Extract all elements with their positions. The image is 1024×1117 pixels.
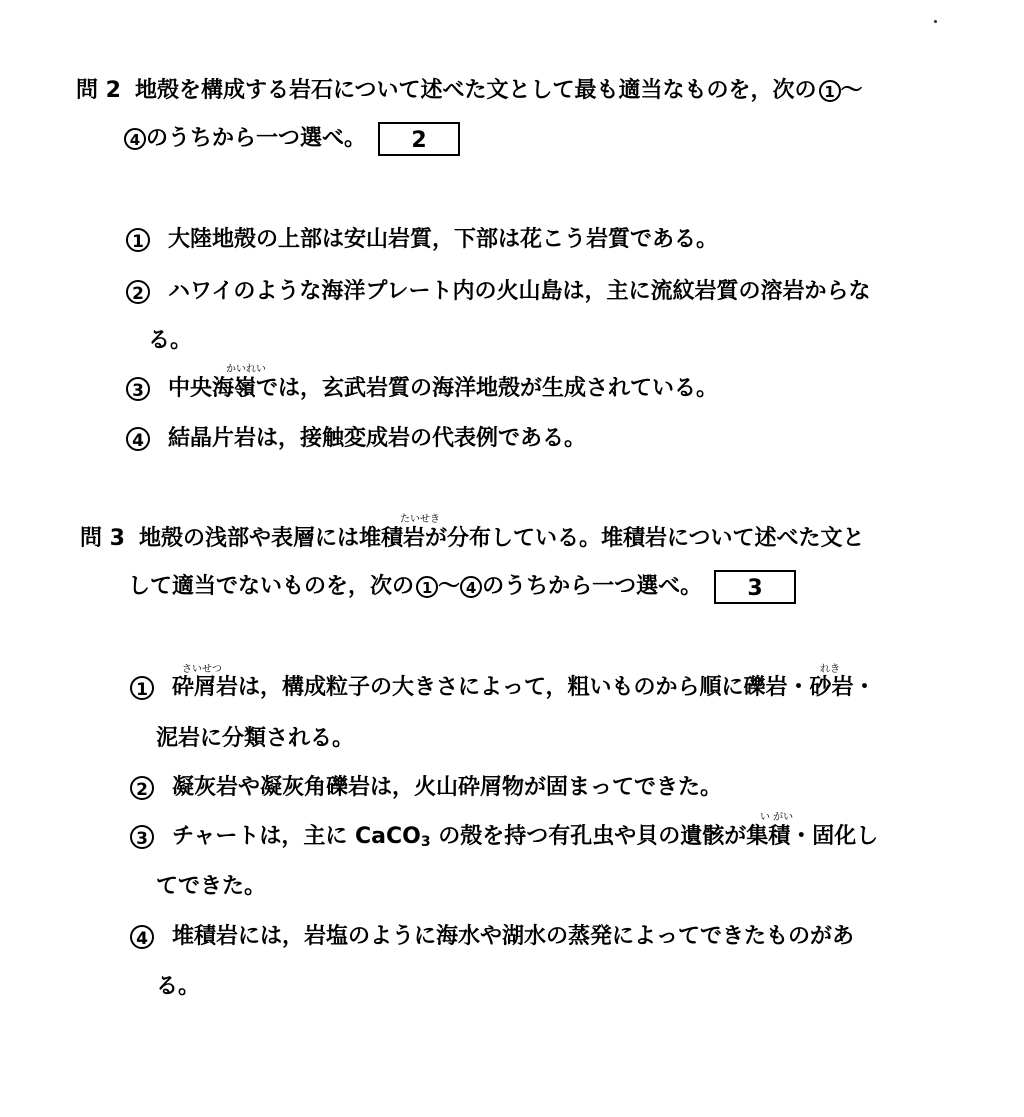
q2-option-4-text: 結晶片岩は，接触変成岩の代表例である。: [168, 426, 587, 451]
q3-option-3-text-post: の殻を持つ有孔虫や貝の遺骸が集積・固化し: [430, 824, 879, 849]
q3-stem-ruby: たいせき: [400, 514, 440, 525]
q3-stem-line1: [80, 524, 865, 554]
q3-option-3: [130, 822, 878, 857]
q2-option-2: [126, 277, 870, 307]
q3-answer-box: 3: [714, 570, 796, 604]
q2-stem-tilde: 〜: [840, 78, 863, 103]
option-number-icon: 4: [126, 427, 150, 451]
q3-option-1: [130, 673, 876, 703]
circle-number-4: 4: [124, 128, 146, 150]
formula-main: CaCO: [355, 824, 421, 849]
q3-option-3-cont: てできた。: [156, 874, 267, 899]
q3-stem-end: のうちから一つ選べ。: [482, 574, 703, 599]
q2-option-3: [126, 374, 718, 404]
q2-stem-text2: のうちから一つ選べ。: [146, 126, 367, 151]
q2-option-4: [126, 424, 586, 454]
option-number-icon: 3: [126, 377, 150, 401]
option-number-icon: 1: [130, 676, 154, 700]
option-number-icon: 1: [126, 228, 150, 252]
q3-option-2-text: 凝灰岩や凝灰角礫岩は，火山砕屑物が固まってできた。: [172, 775, 723, 800]
q2-stem-line1: [76, 76, 863, 106]
q3-stem-line2: [128, 570, 796, 604]
q3-option-4-text: 堆積岩には，岩塩のように海水や湖水の蒸発によってできたものがあ: [172, 924, 855, 949]
option-number-icon: 3: [130, 825, 154, 849]
q3-stem-tilde: 〜: [438, 574, 461, 599]
formula-subscript: 3: [420, 834, 431, 850]
q3-stem-emphasis: 適当でないもの: [172, 574, 327, 599]
option-number-icon: 4: [130, 925, 154, 949]
q3-option-1-text: 砕屑岩は，構成粒子の大きさによって，粗いものから順に礫岩・砂岩・: [172, 675, 876, 700]
q2-option-2-cont: る。: [148, 328, 193, 353]
q2-option-1-text: 大陸地殻の上部は安山岩質，下部は花こう岩質である。: [168, 227, 719, 252]
circle-number-1: 1: [416, 576, 438, 598]
q3-option-1-ruby1: さいせつ: [182, 664, 222, 675]
q3-option-4: [130, 922, 854, 952]
q2-option-3-text: 中央海嶺では，玄武岩質の海洋地殻が生成されている。: [168, 376, 719, 401]
circle-number-4: 4: [460, 576, 482, 598]
circle-number-1: 1: [819, 80, 841, 102]
q2-answer-box: 2: [378, 122, 460, 156]
q2-label: 問 2: [76, 78, 121, 103]
q2-option-3-ruby: かいれい: [226, 364, 266, 375]
option-number-icon: 2: [126, 280, 150, 304]
q3-option-3-ruby: い がい: [760, 812, 794, 823]
q2-option-1: [126, 225, 718, 255]
q2-stem-text1: 地殻を構成する岩石について述べた文として最も適当なものを，次の: [134, 78, 817, 103]
q2-stem-line2: [124, 122, 460, 156]
q3-label: 問 3: [80, 526, 125, 551]
q2-option-2-text: ハワイのような海洋プレート内の火山島は，主に流紋岩質の溶岩からな: [168, 279, 871, 304]
chemical-formula: [355, 824, 431, 849]
q3-option-1-cont: 泥岩に分類される。: [156, 726, 355, 751]
q3-stem-pre: して: [128, 574, 173, 599]
q3-option-4-cont: る。: [156, 974, 201, 999]
q3-stem-post: を，次の: [326, 574, 415, 599]
q3-option-3-text-pre: チャートは，主に: [172, 824, 355, 849]
q3-option-2: [130, 773, 722, 803]
scan-speck: [934, 20, 937, 23]
option-number-icon: 2: [130, 776, 154, 800]
q3-stem-text1: 地殻の浅部や表層には堆積岩が分布している。堆積岩について述べた文と: [138, 526, 865, 551]
q3-option-1-ruby2: れき: [820, 664, 840, 675]
